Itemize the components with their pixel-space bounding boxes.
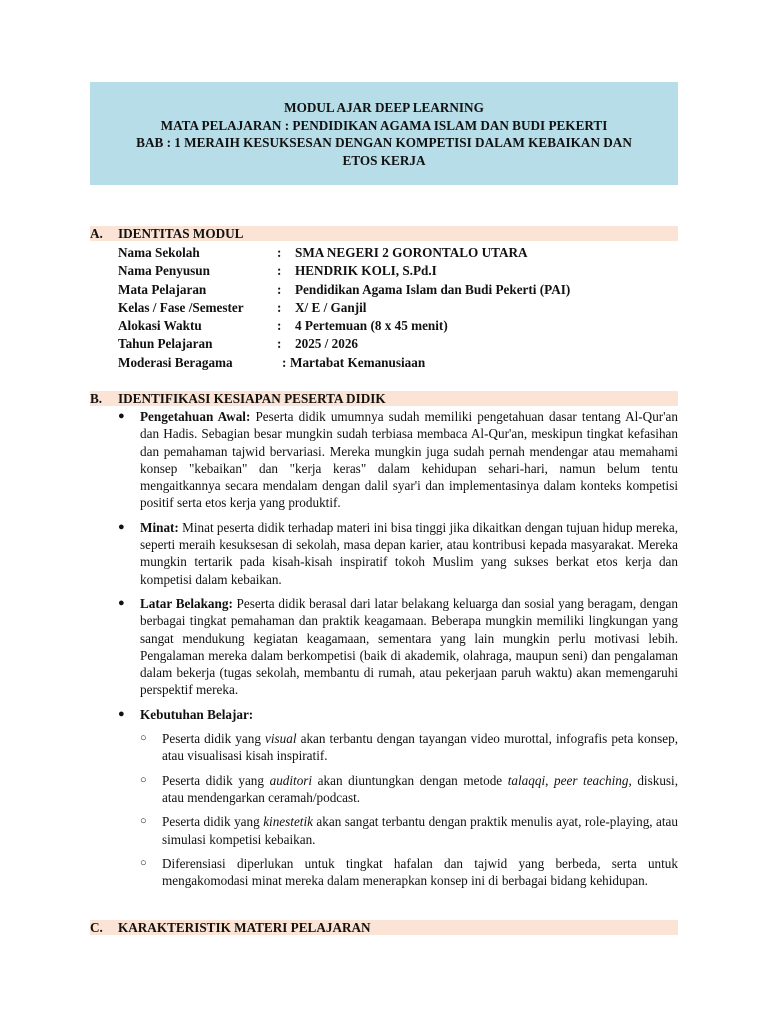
identity-label: Moderasi Beragama xyxy=(118,354,233,370)
list-item xyxy=(118,706,678,890)
chapter-title-line2: ETOS KERJA xyxy=(342,152,426,168)
identity-row-school xyxy=(118,244,678,262)
sub-text: akan sangat terbantu dengan praktik menulis ayat, role-playing, atau simulasi kompetisi kebaikan. xyxy=(162,814,678,847)
identity-label: Alokasi Waktu xyxy=(118,318,202,334)
identity-colon: : xyxy=(277,299,282,315)
sub-text: akan diuntungkan dengan metode xyxy=(312,772,508,788)
sub-list-item xyxy=(140,772,678,807)
identity-row-year xyxy=(118,335,678,353)
identity-row-author xyxy=(118,262,678,280)
sub-text: Peserta didik yang xyxy=(162,814,264,830)
sub-emphasis: visual xyxy=(265,731,297,747)
sub-emphasis: kinestetik xyxy=(263,814,313,830)
bullet-circle: ○ xyxy=(140,732,147,745)
sub-text: Diferensiasi diperlukan untuk tingkat hafalan dan tajwid yang berbeda, serta untuk mengakomodasi minat mereka dalam menerapkan konsep ini di berbagai bidang kehidupan. xyxy=(162,855,678,889)
subject-title: MATA PELAJARAN : PENDIDIKAN AGAMA ISLAM DAN BUDI PEKERTI xyxy=(160,117,608,133)
section-a-title: IDENTITAS MODUL xyxy=(118,226,244,241)
identity-label: Tahun Pelajaran xyxy=(118,336,213,352)
section-c-letter: C. xyxy=(90,920,103,935)
section-a-letter: A. xyxy=(90,226,103,241)
section-c-heading xyxy=(90,920,678,935)
identity-colon: : xyxy=(277,245,282,260)
sub-text: , diskusi, atau mendengarkan ceramah/podcast. xyxy=(162,772,679,805)
section-c-title: KARAKTERISTIK MATERI PELAJARAN xyxy=(118,920,371,935)
bullet-dot: ● xyxy=(118,520,125,533)
list-item xyxy=(118,519,678,588)
identity-value: X/ E / Ganjil xyxy=(295,299,367,315)
bullet-dot: ● xyxy=(118,707,125,720)
identity-row-subject xyxy=(118,281,678,299)
list-item xyxy=(118,408,678,512)
sub-emphasis: talaqqi xyxy=(507,772,546,788)
readiness-list xyxy=(118,408,678,896)
identity-value: Martabat Kemanusiaan xyxy=(290,354,426,370)
section-a-heading xyxy=(90,226,678,241)
module-title: MODUL AJAR DEEP LEARNING xyxy=(284,100,484,115)
identity-table xyxy=(118,244,678,372)
identity-value: SMA NEGERI 2 GORONTALO UTARA xyxy=(295,245,528,260)
item-text: Peserta didik berasal dari latar belakang keluarga dan sosial yang beragam, dengan berbagai tingkat pemahaman dan praktik keagamaan. Beberapa mungkin memiliki lingkungan yang sangat mendukung kegiatan keagamaan, sementara yang lain mungkin perlu motivasi lebih. Pengalaman mereka dalam berkompetisi (baik di akademik, olahraga, maupun seni) dan pengalaman dalam bekerja (tugas sekolah, membantu di rumah, atau pekerjaan paruh waktu) akan memengaruhi perspektif mereka. xyxy=(140,595,678,698)
sub-text: Peserta didik yang xyxy=(162,731,266,747)
identity-row-time xyxy=(118,317,678,335)
bullet-circle: ○ xyxy=(140,815,147,828)
bullet-circle: ○ xyxy=(140,856,147,869)
item-term: Minat: xyxy=(140,519,179,535)
bullet-dot: ● xyxy=(118,410,125,422)
sub-emphasis: peer teaching xyxy=(554,772,629,788)
identity-colon: : xyxy=(277,336,282,352)
identity-colon: : xyxy=(277,281,282,297)
sub-text: Peserta didik yang xyxy=(162,772,270,788)
identity-colon: : xyxy=(277,263,282,279)
identity-colon: : xyxy=(282,354,287,370)
sub-text: akan terbantu dengan tayangan video murottal, infografis peta konsep, atau visualisasi kisah inspiratif. xyxy=(162,731,679,764)
identity-label: Nama Sekolah xyxy=(118,245,200,260)
identity-value: 2025 / 2026 xyxy=(295,336,359,352)
section-b-heading xyxy=(90,391,678,406)
sub-list-item xyxy=(140,730,678,765)
sub-list-item xyxy=(140,813,678,848)
item-text: Minat peserta didik terhadap materi ini bisa tinggi jika dikaitkan dengan tujuan hidup mereka, seperti meraih kesuksesan di sekolah, masa depan karier, atau kontribusi kepada masyarakat. Mereka mungkin tertarik pada kisah-kisah inspiratif tokoh Muslim yang sukses berkat etos kerja dan kompetisi dalam kebaikan. xyxy=(140,519,678,587)
bullet-circle: ○ xyxy=(140,773,147,786)
module-title-box xyxy=(90,82,678,185)
identity-value: 4 Pertemuan (8 x 45 menit) xyxy=(295,318,448,334)
bullet-dot: ● xyxy=(118,596,125,609)
identity-value: HENDRIK KOLI, S.Pd.I xyxy=(295,263,437,279)
identity-label: Nama Penyusun xyxy=(118,263,210,279)
sub-text: , xyxy=(545,772,555,788)
identity-value: Pendidikan Agama Islam dan Budi Pekerti (PAI) xyxy=(295,281,571,297)
identity-row-class xyxy=(118,299,678,317)
item-term: Kebutuhan Belajar: xyxy=(140,706,254,722)
section-b-title: IDENTIFIKASI KESIAPAN PESERTA DIDIK xyxy=(118,391,386,406)
identity-row-moderation xyxy=(118,354,678,372)
section-b-letter: B. xyxy=(90,391,103,406)
chapter-title-line1: BAB : 1 MERAIH KESUKSESAN DENGAN KOMPETISI DALAM KEBAIKAN DAN xyxy=(136,135,632,150)
identity-label: Kelas / Fase /Semester xyxy=(118,299,244,315)
sub-list-item xyxy=(140,855,678,890)
item-term: Pengetahuan Awal: xyxy=(140,409,251,424)
identity-colon: : xyxy=(277,318,282,334)
item-term: Latar Belakang: xyxy=(140,595,233,611)
list-item xyxy=(118,595,678,699)
identity-label: Mata Pelajaran xyxy=(118,281,207,297)
sub-emphasis: auditori xyxy=(269,772,313,788)
item-text: Peserta didik umumnya sudah memiliki pengetahuan dasar tentang Al-Qur'an dan Hadis. Sebagian besar mungkin sudah terbiasa membaca Al-Qur'an, meskipun tingkat kefasihan dan pemahaman tajwid bervariasi. Mereka mungkin juga sudah pernah mendengar atau memahami konsep "kebaikan" dan "kerja keras" dalam kehidupan sehari-hari, namun belum tentu mengaitkannya secara mendalam dengan dalil syar'i dan implementasinya dalam konteks kompetisi positif serta etos kerja yang produktif. xyxy=(140,409,678,511)
